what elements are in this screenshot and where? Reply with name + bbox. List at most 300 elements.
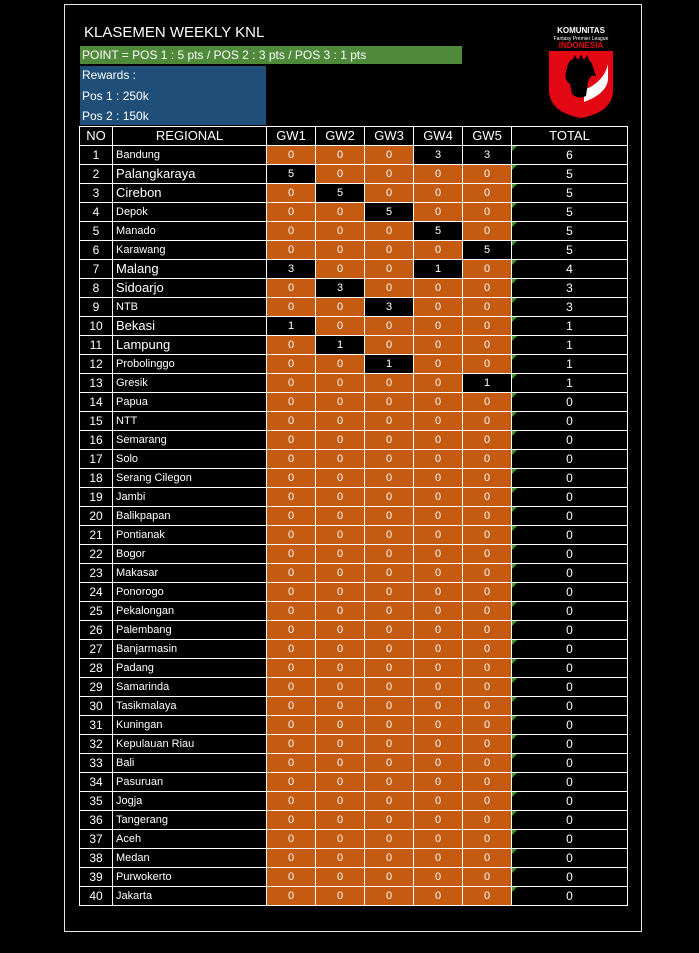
gw4-points: 3: [414, 146, 463, 165]
row-number: 23: [80, 564, 113, 583]
table-row: [80, 583, 628, 602]
regional-name: Bandung: [113, 146, 267, 165]
gw3-points: 0: [365, 792, 414, 811]
gw3-points: 0: [365, 659, 414, 678]
gw2-points: 0: [316, 355, 365, 374]
gw1-points: 0: [267, 488, 316, 507]
regional-name: Aceh: [113, 830, 267, 849]
row-number: 20: [80, 507, 113, 526]
gw4-points: 0: [414, 469, 463, 488]
gw2-points: 0: [316, 735, 365, 754]
column-header-regional: REGIONAL: [113, 127, 267, 146]
gw2-points: 0: [316, 887, 365, 906]
gw4-points: 0: [414, 412, 463, 431]
gw5-points: 0: [463, 640, 512, 659]
gw3-points: 0: [365, 222, 414, 241]
gw2-points: 3: [316, 279, 365, 298]
row-number: 30: [80, 697, 113, 716]
regional-name: Serang Cilegon: [113, 469, 267, 488]
regional-name: Jogja: [113, 792, 267, 811]
gw3-points: 0: [365, 241, 414, 260]
gw5-points: 0: [463, 830, 512, 849]
gw2-points: 0: [316, 583, 365, 602]
gw4-points: 0: [414, 621, 463, 640]
gw3-points: 0: [365, 450, 414, 469]
total-points: 0: [512, 792, 628, 811]
row-number: 2: [80, 165, 113, 184]
table-row: [80, 640, 628, 659]
gw1-points: 0: [267, 526, 316, 545]
row-number: 40: [80, 887, 113, 906]
regional-name: Sidoarjo: [113, 279, 267, 298]
row-number: 3: [80, 184, 113, 203]
total-points: 4: [512, 260, 628, 279]
gw1-points: 0: [267, 203, 316, 222]
gw3-points: 0: [365, 735, 414, 754]
logo-line2: Fantasy Premier League: [553, 36, 609, 42]
logo-line1: KOMUNITAS: [557, 26, 605, 35]
gw2-points: 0: [316, 526, 365, 545]
gw3-points: 0: [365, 773, 414, 792]
table-row: [80, 450, 628, 469]
total-points: 0: [512, 431, 628, 450]
gw4-points: 0: [414, 849, 463, 868]
gw1-points: 0: [267, 868, 316, 887]
total-points: 0: [512, 583, 628, 602]
regional-name: Palembang: [113, 621, 267, 640]
gw2-points: 0: [316, 488, 365, 507]
table-row: [80, 716, 628, 735]
row-number: 6: [80, 241, 113, 260]
gw1-points: 3: [267, 260, 316, 279]
table-row: [80, 298, 628, 317]
regional-name: Cirebon: [113, 184, 267, 203]
regional-name: Makasar: [113, 564, 267, 583]
gw1-points: 0: [267, 241, 316, 260]
gw1-points: 0: [267, 849, 316, 868]
regional-name: Balikpapan: [113, 507, 267, 526]
row-number: 16: [80, 431, 113, 450]
gw1-points: 0: [267, 830, 316, 849]
gw3-points: 0: [365, 374, 414, 393]
regional-name: Karawang: [113, 241, 267, 260]
total-points: 0: [512, 678, 628, 697]
regional-name: Papua: [113, 393, 267, 412]
row-number: 12: [80, 355, 113, 374]
gw3-points: 0: [365, 412, 414, 431]
row-number: 19: [80, 488, 113, 507]
gw1-points: 0: [267, 298, 316, 317]
regional-name: Semarang: [113, 431, 267, 450]
gw2-points: 0: [316, 792, 365, 811]
row-number: 25: [80, 602, 113, 621]
gw3-points: 0: [365, 146, 414, 165]
gw1-points: 0: [267, 887, 316, 906]
gw4-points: 0: [414, 450, 463, 469]
gw5-points: 0: [463, 507, 512, 526]
gw1-points: 0: [267, 811, 316, 830]
table-row: [80, 754, 628, 773]
gw3-points: 0: [365, 317, 414, 336]
regional-name: Depok: [113, 203, 267, 222]
gw1-points: 0: [267, 279, 316, 298]
gw3-points: 0: [365, 716, 414, 735]
gw4-points: 0: [414, 393, 463, 412]
gw5-points: 0: [463, 811, 512, 830]
gw4-points: 0: [414, 317, 463, 336]
gw3-points: 0: [365, 697, 414, 716]
total-points: 0: [512, 564, 628, 583]
gw5-points: 0: [463, 735, 512, 754]
row-number: 24: [80, 583, 113, 602]
total-points: 5: [512, 165, 628, 184]
table-row: [80, 355, 628, 374]
table-row: [80, 507, 628, 526]
gw2-points: 0: [316, 811, 365, 830]
regional-name: Bekasi: [113, 317, 267, 336]
table-row: [80, 735, 628, 754]
gw3-points: 0: [365, 507, 414, 526]
gw5-points: 0: [463, 488, 512, 507]
gw2-points: 0: [316, 412, 365, 431]
row-number: 28: [80, 659, 113, 678]
gw5-points: 0: [463, 355, 512, 374]
gw3-points: 0: [365, 165, 414, 184]
gw3-points: 0: [365, 754, 414, 773]
gw5-points: 0: [463, 393, 512, 412]
gw1-points: 0: [267, 564, 316, 583]
table-row: [80, 184, 628, 203]
gw1-points: 0: [267, 222, 316, 241]
regional-name: Jakarta: [113, 887, 267, 906]
gw5-points: 0: [463, 469, 512, 488]
gw5-points: 1: [463, 374, 512, 393]
gw5-points: 0: [463, 621, 512, 640]
gw5-points: 0: [463, 298, 512, 317]
table-row: [80, 260, 628, 279]
table-row: [80, 621, 628, 640]
regional-name: Bogor: [113, 545, 267, 564]
gw3-points: 0: [365, 545, 414, 564]
gw5-points: 0: [463, 659, 512, 678]
gw1-points: 0: [267, 374, 316, 393]
gw2-points: 0: [316, 754, 365, 773]
gw1-points: 0: [267, 792, 316, 811]
total-points: 0: [512, 697, 628, 716]
gw4-points: 0: [414, 678, 463, 697]
row-number: 29: [80, 678, 113, 697]
gw2-points: 0: [316, 260, 365, 279]
row-number: 17: [80, 450, 113, 469]
total-points: 0: [512, 659, 628, 678]
points-rule-text: POINT = POS 1 : 5 pts / POS 2 : 3 pts / POS 3 : 1 pts: [82, 48, 367, 62]
gw1-points: 0: [267, 412, 316, 431]
gw4-points: 0: [414, 716, 463, 735]
column-header-total: TOTAL: [512, 127, 628, 146]
gw4-points: 0: [414, 298, 463, 317]
table-row: [80, 469, 628, 488]
gw2-points: 0: [316, 849, 365, 868]
gw4-points: 0: [414, 241, 463, 260]
gw1-points: 5: [267, 165, 316, 184]
regional-name: Tasikmalaya: [113, 697, 267, 716]
table-row: [80, 792, 628, 811]
gw1-points: 0: [267, 450, 316, 469]
gw2-points: 0: [316, 773, 365, 792]
rewards-heading: Rewards :: [82, 68, 137, 82]
gw5-points: 0: [463, 887, 512, 906]
gw4-points: 1: [414, 260, 463, 279]
regional-name: Ponorogo: [113, 583, 267, 602]
total-points: 0: [512, 849, 628, 868]
gw5-points: 0: [463, 564, 512, 583]
total-points: 0: [512, 773, 628, 792]
gw4-points: 0: [414, 165, 463, 184]
gw2-points: 0: [316, 507, 365, 526]
row-number: 22: [80, 545, 113, 564]
regional-name: Kepulauan Riau: [113, 735, 267, 754]
gw3-points: 0: [365, 887, 414, 906]
gw3-points: 0: [365, 393, 414, 412]
gw5-points: 0: [463, 203, 512, 222]
gw4-points: 0: [414, 545, 463, 564]
row-number: 36: [80, 811, 113, 830]
gw2-points: 0: [316, 146, 365, 165]
regional-name: Probolinggo: [113, 355, 267, 374]
gw4-points: 0: [414, 488, 463, 507]
gw1-points: 0: [267, 754, 316, 773]
gw2-points: 0: [316, 678, 365, 697]
row-number: 39: [80, 868, 113, 887]
total-points: 0: [512, 412, 628, 431]
row-number: 33: [80, 754, 113, 773]
gw4-points: 0: [414, 431, 463, 450]
total-points: 6: [512, 146, 628, 165]
gw3-points: 0: [365, 279, 414, 298]
regional-name: Jambi: [113, 488, 267, 507]
gw5-points: 0: [463, 697, 512, 716]
gw5-points: 0: [463, 317, 512, 336]
gw5-points: 0: [463, 792, 512, 811]
gw3-points: 5: [365, 203, 414, 222]
gw3-points: 0: [365, 260, 414, 279]
row-number: 27: [80, 640, 113, 659]
gw3-points: 0: [365, 583, 414, 602]
column-header-gw4: GW4: [414, 127, 463, 146]
gw5-points: 0: [463, 545, 512, 564]
gw2-points: 0: [316, 716, 365, 735]
total-points: 5: [512, 241, 628, 260]
total-points: 5: [512, 203, 628, 222]
gw2-points: 0: [316, 431, 365, 450]
row-number: 11: [80, 336, 113, 355]
table-row: [80, 697, 628, 716]
gw4-points: 0: [414, 868, 463, 887]
table-row: [80, 146, 628, 165]
regional-name: Kuningan: [113, 716, 267, 735]
gw1-points: 0: [267, 678, 316, 697]
table-row: [80, 222, 628, 241]
row-number: 21: [80, 526, 113, 545]
gw2-points: 0: [316, 659, 365, 678]
gw3-points: 0: [365, 431, 414, 450]
gw2-points: 0: [316, 165, 365, 184]
gw2-points: 0: [316, 545, 365, 564]
gw2-points: 0: [316, 868, 365, 887]
rewards-pos2: Pos 2 : 150k: [82, 109, 149, 123]
total-points: 0: [512, 830, 628, 849]
gw2-points: 5: [316, 184, 365, 203]
regional-name: NTB: [113, 298, 267, 317]
total-points: 0: [512, 526, 628, 545]
gw4-points: 0: [414, 887, 463, 906]
gw3-points: 0: [365, 621, 414, 640]
gw1-points: 0: [267, 583, 316, 602]
regional-name: Solo: [113, 450, 267, 469]
row-number: 7: [80, 260, 113, 279]
gw1-points: 0: [267, 602, 316, 621]
gw5-points: 0: [463, 602, 512, 621]
gw3-points: 0: [365, 526, 414, 545]
row-number: 18: [80, 469, 113, 488]
row-number: 26: [80, 621, 113, 640]
gw4-points: 0: [414, 811, 463, 830]
regional-name: Lampung: [113, 336, 267, 355]
gw4-points: 0: [414, 697, 463, 716]
gw4-points: 0: [414, 640, 463, 659]
total-points: 0: [512, 545, 628, 564]
gw2-points: 0: [316, 241, 365, 260]
gw3-points: 0: [365, 602, 414, 621]
rewards-pos1: Pos 1 : 250k: [82, 89, 149, 103]
regional-name: Pontianak: [113, 526, 267, 545]
gw5-points: 0: [463, 716, 512, 735]
gw1-points: 0: [267, 621, 316, 640]
gw2-points: 0: [316, 469, 365, 488]
gw5-points: 0: [463, 184, 512, 203]
total-points: 0: [512, 469, 628, 488]
gw2-points: 0: [316, 697, 365, 716]
gw1-points: 0: [267, 545, 316, 564]
gw4-points: 0: [414, 773, 463, 792]
gw5-points: 0: [463, 412, 512, 431]
gw5-points: 0: [463, 849, 512, 868]
gw1-points: 0: [267, 146, 316, 165]
rewards-box: [80, 66, 266, 125]
gw3-points: 0: [365, 811, 414, 830]
row-number: 35: [80, 792, 113, 811]
row-number: 14: [80, 393, 113, 412]
table-row: [80, 393, 628, 412]
gw4-points: 0: [414, 602, 463, 621]
row-number: 8: [80, 279, 113, 298]
total-points: 5: [512, 184, 628, 203]
table-row: [80, 545, 628, 564]
gw3-points: 0: [365, 830, 414, 849]
row-number: 13: [80, 374, 113, 393]
total-points: 0: [512, 811, 628, 830]
points-rule-bar: [80, 46, 462, 64]
total-points: 0: [512, 507, 628, 526]
table-row: [80, 849, 628, 868]
row-number: 31: [80, 716, 113, 735]
row-number: 34: [80, 773, 113, 792]
row-number: 5: [80, 222, 113, 241]
column-header-no: NO: [80, 127, 113, 146]
regional-name: Malang: [113, 260, 267, 279]
column-header-gw5: GW5: [463, 127, 512, 146]
regional-name: Purwokerto: [113, 868, 267, 887]
table-row: [80, 564, 628, 583]
table-row: [80, 336, 628, 355]
regional-name: Padang: [113, 659, 267, 678]
gw1-points: 1: [267, 317, 316, 336]
gw1-points: 0: [267, 640, 316, 659]
table-row: [80, 887, 628, 906]
gw4-points: 0: [414, 279, 463, 298]
gw3-points: 0: [365, 336, 414, 355]
regional-name: Banjarmasin: [113, 640, 267, 659]
gw2-points: 0: [316, 830, 365, 849]
gw1-points: 0: [267, 697, 316, 716]
gw5-points: 0: [463, 773, 512, 792]
table-row: [80, 488, 628, 507]
logo-line3: INDONESIA: [558, 41, 604, 50]
row-number: 38: [80, 849, 113, 868]
table-row: [80, 241, 628, 260]
gw2-points: 0: [316, 640, 365, 659]
gw1-points: 0: [267, 735, 316, 754]
regional-name: Palangkaraya: [113, 165, 267, 184]
gw2-points: 0: [316, 621, 365, 640]
table-row: [80, 431, 628, 450]
gw4-points: 0: [414, 355, 463, 374]
gw4-points: 0: [414, 184, 463, 203]
gw4-points: 0: [414, 336, 463, 355]
gw1-points: 0: [267, 716, 316, 735]
gw1-points: 0: [267, 773, 316, 792]
table-row: [80, 868, 628, 887]
row-number: 1: [80, 146, 113, 165]
total-points: 0: [512, 716, 628, 735]
gw1-points: 0: [267, 184, 316, 203]
row-number: 15: [80, 412, 113, 431]
total-points: 5: [512, 222, 628, 241]
regional-name: Bali: [113, 754, 267, 773]
regional-name: Tangerang: [113, 811, 267, 830]
gw4-points: 0: [414, 507, 463, 526]
regional-name: Gresik: [113, 374, 267, 393]
gw2-points: 0: [316, 222, 365, 241]
gw5-points: 0: [463, 279, 512, 298]
column-header-gw3: GW3: [365, 127, 414, 146]
regional-name: Medan: [113, 849, 267, 868]
gw2-points: 0: [316, 602, 365, 621]
gw1-points: 0: [267, 507, 316, 526]
gw4-points: 0: [414, 792, 463, 811]
row-number: 32: [80, 735, 113, 754]
gw4-points: 0: [414, 374, 463, 393]
row-number: 9: [80, 298, 113, 317]
table-row: [80, 526, 628, 545]
total-points: 0: [512, 868, 628, 887]
regional-name: NTT: [113, 412, 267, 431]
gw2-points: 0: [316, 374, 365, 393]
total-points: 3: [512, 298, 628, 317]
gw5-points: 0: [463, 754, 512, 773]
page-title: KLASEMEN WEEKLY KNL: [84, 24, 265, 41]
table-row: [80, 374, 628, 393]
